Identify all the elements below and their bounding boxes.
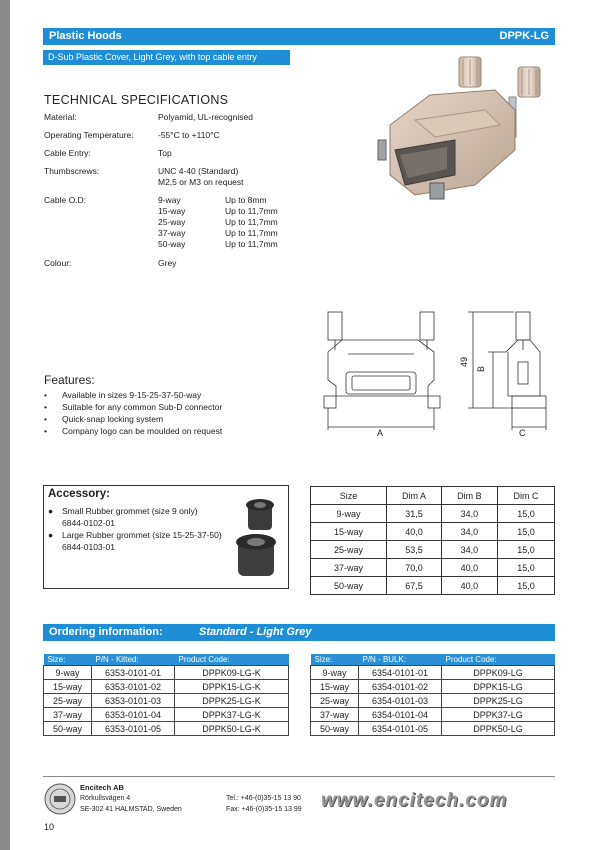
cable-od-size: 50-way [158,239,186,249]
table-header: Dim B [441,487,497,505]
table-header-row [44,654,289,666]
ordering-bar [43,624,555,641]
header-bar [43,28,555,45]
dimension-table [310,486,555,595]
accessory-box [43,485,289,589]
cable-od-value: Up to 8mm [225,195,267,205]
table-row: 9-way 31,5 34,0 15,0 [311,505,555,523]
subtitle-bar [43,50,290,65]
kitted-table [43,654,289,736]
accessory-item: ● Large Rubber grommet (size 15-25-37-50) [48,530,222,540]
feature-item: • Available in sizes 9-15-25-37-50-way [44,390,202,400]
footer-tel: Tel.: +46-(0)35-15 13 90 [226,795,301,802]
table-row: 15-way 6353-0101-02 DPPK15-LG-K [44,680,289,694]
spec-label: Material: [44,112,77,122]
footer-company: Encitech AB [80,783,124,792]
specs-heading: TECHNICAL SPECIFICATIONS [44,93,229,107]
accessory-item: ● Small Rubber grommet (size 9 only) [48,506,198,516]
feature-item: • Suitable for any common Sub-D connector [44,402,223,412]
features-list [44,389,222,437]
table-header: Dim C [497,487,554,505]
feature-item: • Company logo can be moulded on request [44,426,223,436]
table-header: P/N - BULK: [359,654,442,666]
table-row: 50-way 6353-0101-05 DPPK50-LG-K [44,722,289,736]
table-row: 37-way 6353-0101-04 DPPK37-LG-K [44,708,289,722]
cable-od-value: Up to 11,7mm [225,239,278,249]
page-number: 10 [44,822,55,832]
table-header: Size: [311,654,359,666]
product-photo [375,55,560,205]
table-row: 9-way 6353-0101-01 DPPK09-LG-K [44,666,289,680]
dim-label-49: 49 [459,356,470,368]
table-row: 37-way 70,0 40,0 15,0 [311,559,555,577]
table-row: 9-way 6354-0101-01 DPPK09-LG [311,666,555,680]
certification-seal-icon [44,783,76,815]
table-header-row [311,654,555,666]
footer-address2: SE-302 41 HALMSTAD, Sweden [80,806,182,813]
cable-od-size: 9-way [158,195,181,205]
table-row: 15-way 6354-0101-02 DPPK15-LG [311,680,555,694]
footer-fax: Fax: +46-(0)35-15 13 99 [226,806,302,813]
footer-address1: Rörkullsvägen 4 [80,795,131,802]
table-header-row [311,487,555,505]
spec-value-2: M2,5 or M3 on request [158,177,244,187]
spec-label: Thumbscrews: [44,166,100,176]
bulk-table [310,654,555,736]
ordering-variant: Standard - Light Grey [199,626,312,638]
spec-value: UNC 4-40 (Standard) [158,166,239,176]
cable-od-size: 37-way [158,228,186,238]
features-heading: Features: [44,373,95,387]
dim-label-b: B [476,365,487,373]
table-header: Dim A [387,487,442,505]
table-row: 50-way 6354-0101-05 DPPK50-LG [311,722,555,736]
table-header: Product Code: [442,654,555,666]
page-title: Plastic Hoods [49,30,122,42]
cable-od-size: 25-way [158,217,186,227]
footer-website[interactable]: www.encitech.com [321,790,508,811]
dimension-drawing [318,300,553,445]
table-header: P/N - Kitted: [92,654,175,666]
cable-od-value: Up to 11,7mm [225,206,278,216]
grommet-small-image [242,496,282,534]
page-sidebar [0,0,10,850]
cable-od-size: 15-way [158,206,186,216]
table-row: 25-way 53,5 34,0 15,0 [311,541,555,559]
table-header: Size [311,487,387,505]
table-row: 15-way 40,0 34,0 15,0 [311,523,555,541]
accessory-heading: Accessory: [48,488,111,500]
table-row: 50-way 67,5 40,0 15,0 [311,577,555,595]
footer-rule [43,776,555,777]
cable-od-value: Up to 11,7mm [225,217,278,227]
spec-value: -55°C to +110°C [158,130,220,140]
grommet-large-image [232,530,284,580]
spec-label: Colour: [44,258,72,268]
spec-label: Cable Entry: [44,148,91,158]
cable-od-value: Up to 11,7mm [225,228,278,238]
accessory-code: 6844-0102-01 [62,518,115,528]
table-header: Size: [44,654,92,666]
dim-label-a: A [377,428,384,438]
spec-value: Grey [158,258,177,268]
product-code: DPPK-LG [499,30,549,42]
accessory-code: 6844-0103-01 [62,542,115,552]
subtitle: D-Sub Plastic Cover, Light Grey, with top cable entry [48,52,257,62]
spec-label: Cable O.D: [44,195,87,205]
spec-label: Operating Temperature: [44,130,134,140]
table-row: 25-way 6354-0101-03 DPPK25-LG [311,694,555,708]
spec-value: Polyamid, UL-recognised [158,112,253,122]
feature-item: • Quick-snap locking system [44,414,164,424]
dim-label-c: C [519,428,526,438]
table-row: 37-way 6354-0101-04 DPPK37-LG [311,708,555,722]
spec-value: Top [158,148,172,158]
ordering-title: Ordering information: [49,626,163,638]
table-row: 25-way 6353-0101-03 DPPK25-LG-K [44,694,289,708]
table-header: Product Code: [175,654,289,666]
